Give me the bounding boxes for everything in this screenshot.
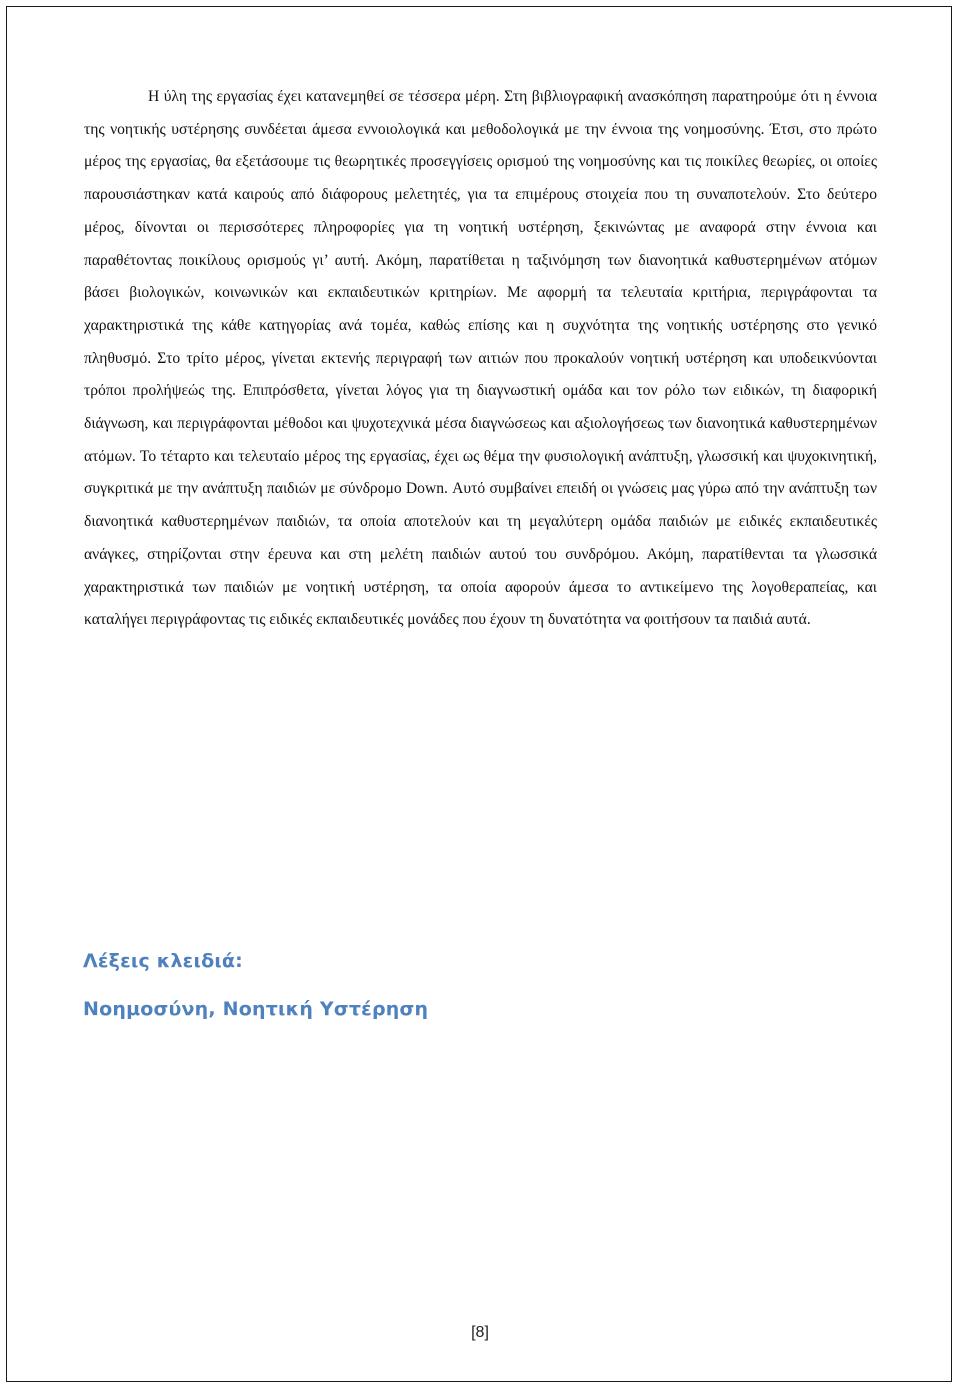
keywords-list: Νοημοσύνη, Νοητική Υστέρηση (83, 998, 429, 1020)
page-number: [8] (471, 1324, 489, 1341)
body-paragraph: Η ύλη της εργασίας έχει κατανεμηθεί σε τέσσερα μέρη. Στη βιβλιογραφική ανασκόπηση παρατηρούμε ότι η έννοια της νοητικής υστέρησης συνδέεται άμεσα εννοιολογικά και μεθοδολογικά με την έννοια της νοημοσύνης. Έτσι, στο πρώτο μέρος της εργασίας, θα εξετάσουμε τις θεωρητικές προσεγγίσεις ορισμού της νοημοσύνης και τις ποικίλες θεωρίες, οι οποίες παρουσιάστηκαν κατά καιρούς από διάφορους μελετητές, για τα επιμέρους στοιχεία που τη συναποτελούν. Στο δεύτερο μέρος, δίνονται οι περισσότερες πληροφορίες για τη νοητική υστέρηση, ξεκινώντας με αναφορά στην έννοια και παραθέτοντας ποικίλους ορισμούς γι’ αυτή. Ακόμη, παρατίθεται η ταξινόμηση των διανοητικά καθυστερημένων ατόμων βάσει βιολογικών, κοινωνικών και εκπαιδευτικών κριτηρίων. Με αφορμή τα τελευταία κριτήρια, περιγράφονται τα χαρακτηριστικά της κάθε κατηγορίας ανά τομέα, καθώς επίσης και η συχνότητα της νοητικής υστέρησης στο γενικό πληθυσμό. Στο τρίτο μέρος, γίνεται εκτενής περιγραφή των αιτιών που προκαλούν νοητική υστέρηση και υποδεικνύονται τρόποι προλήψεώς της. Επιπρόσθετα, γίνεται λόγος για τη διαγνωστική ομάδα και τον ρόλο των ειδικών, τη διαφορική διάγνωση, και περιγράφονται μέθοδοι και ψυχοτεχνικά μέσα διαγνώσεως και αξιολογήσεως των διανοητικά καθυστερημένων ατόμων. Το τέταρτο και τελευταίο μέρος της εργασίας, έχει ως θέμα την φυσιολογική ανάπτυξη, γλωσσική και ψυχοκινητική, συγκριτικά με την ανάπτυξη παιδιών με σύνδρομο Down. Αυτό συμβαίνει επειδή οι γνώσεις μας γύρω από την ανάπτυξη των διανοητικά καθυστερημένων παιδιών, τα οποία αποτελούν και τη μεγαλύτερη ομάδα παιδιών με ειδικές εκπαιδευτικές ανάγκες, στηρίζονται στην έρευνα και στη μελέτη παιδιών αυτού του συνδρόμου. Ακόμη, παρατίθενται τα γλωσσικά χαρακτηριστικά των παιδιών με νοητική υστέρηση, τα οποία αφορούν άμεσα το αντικείμενο της λογοθεραπείας, και καταλήγει περιγράφοντας τις ειδικές εκπαιδευτικές μονάδες που έχουν τη δυνατότητα να φοιτήσουν τα παιδιά αυτά. (84, 88, 877, 629)
keywords-heading: Λέξεις κλειδιά: (83, 950, 243, 972)
